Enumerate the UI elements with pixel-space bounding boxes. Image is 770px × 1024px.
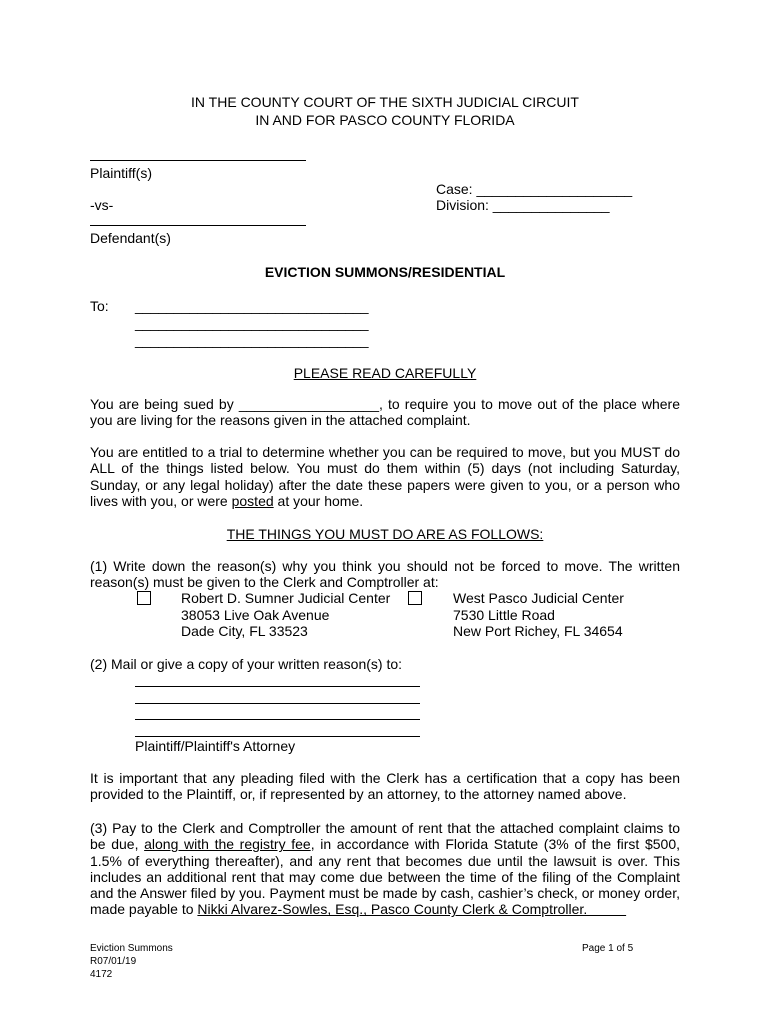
item3-paragraph [90, 820, 680, 918]
to-address-line-1[interactable]: ______________________________ [135, 298, 369, 314]
defendant-signature-line[interactable] [90, 225, 306, 226]
court-name-line1: IN THE COUNTY COURT OF THE SIXTH JUDICIAL CIRCUIT [191, 94, 579, 110]
east-location-city: Dade City, FL 33523 [181, 623, 308, 639]
court-name-line2: IN AND FOR PASCO COUNTY FLORIDA [255, 112, 515, 128]
registry-fee-phrase: along with the registry fee [144, 836, 311, 853]
west-location-city: New Port Richey, FL 34654 [453, 623, 623, 639]
east-location-checkbox[interactable] [137, 591, 151, 605]
pleading-paragraph: It is important that any pleading filed with the Clerk has a certification that a copy has been provided to the Plaintiff, or, if represented by an attorney, to the attorney named above. [90, 770, 680, 803]
vs-label: -vs- [90, 197, 114, 213]
plaintiff-attorney-label: Plaintiff/Plaintiff's Attorney [135, 738, 296, 754]
recipient-line-1[interactable] [135, 686, 420, 687]
sued-paragraph [90, 396, 680, 429]
read-carefully-heading: PLEASE READ CAREFULLY [293, 365, 477, 381]
recipient-line-4[interactable] [135, 736, 420, 737]
east-location-name: Robert D. Sumner Judicial Center [181, 590, 391, 606]
entitled-text-after: at your home. [273, 492, 364, 509]
footer-form-name: Eviction Summons [90, 943, 173, 954]
things-heading: THE THINGS YOU MUST DO ARE AS FOLLOWS: [226, 526, 544, 542]
case-number-field[interactable]: Case: ____________________ [436, 181, 633, 197]
document-title: EVICTION SUMMONS/RESIDENTIAL [264, 264, 506, 280]
footer-form-number: 4172 [90, 969, 113, 980]
item3-text-before: (3) Pay to the Clerk and Comptroller the amount of rent that the attached complaint claims to be due, [90, 820, 680, 853]
item3-text-middle: , in accordance with Florida Statute (3% of the first $500, 1.5% of everything thereafter), and any rent that becomes due until the lawsuit is over. This includes an additional rent that may come due between the time of the filing of the Complaint and the Answer filed by you. Payment must be made by cash, cashier’s check, or money order, made payable to [90, 836, 680, 918]
entitled-paragraph [90, 444, 680, 509]
to-address-line-3[interactable]: ______________________________ [135, 332, 369, 348]
recipient-line-3[interactable] [135, 719, 420, 720]
entitled-text-before: You are entitled to a trial to determine whether you can be required to move, but you MUST do ALL of the things listed below. You must do them within (5) days (not including Saturday, Sunday, or any legal holiday) after the date these papers were given to you, or a person who lives with you, or were [90, 444, 680, 509]
sued-text-after: , to require you to move out of the place where you are living for the reasons given in the attached complaint. [90, 396, 680, 429]
west-location-street: 7530 Little Road [453, 607, 555, 623]
to-label: To: [90, 298, 109, 314]
plaintiff-name-blank[interactable]: __________________ [238, 396, 379, 412]
to-address-line-2[interactable]: ______________________________ [135, 315, 369, 331]
sued-text-before: You are being sued by [90, 396, 239, 412]
footer-revision: R07/01/19 [90, 956, 137, 967]
recipient-line-2[interactable] [135, 703, 420, 704]
east-location-street: 38053 Live Oak Avenue [181, 607, 330, 623]
payee-name: Nikki Alvarez-Sowles, Esq., Pasco County Clerk & Comptroller. [197, 901, 627, 918]
defendant-label: Defendant(s) [90, 230, 171, 246]
division-field[interactable]: Division: _______________ [436, 197, 610, 213]
posted-word: posted [231, 492, 274, 509]
west-location-checkbox[interactable] [408, 591, 422, 605]
item1-paragraph: (1) Write down the reason(s) why you think you should not be forced to move. The written reason(s) must be given to the Clerk and Comptroller at: [90, 558, 680, 591]
west-location-name: West Pasco Judicial Center [453, 590, 624, 606]
plaintiff-signature-line[interactable] [90, 160, 306, 161]
page-number: Page 1 of 5 [582, 943, 634, 954]
item2-text: (2) Mail or give a copy of your written reason(s) to: [90, 656, 403, 672]
plaintiff-label: Plaintiff(s) [90, 165, 152, 181]
